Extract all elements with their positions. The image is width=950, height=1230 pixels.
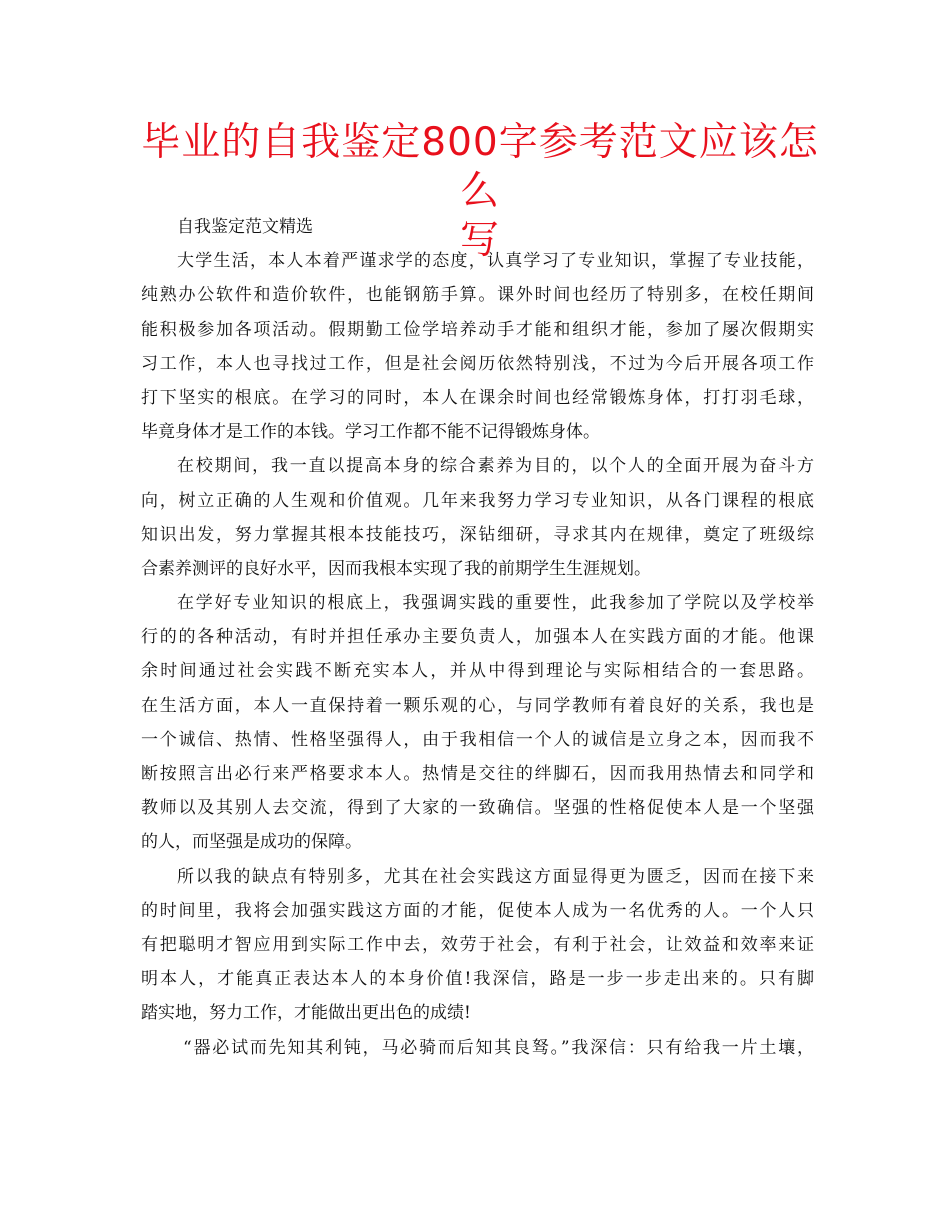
paragraph-line: 踏实地，努力工作，才能做出更出色的成绩!	[141, 1003, 471, 1024]
paragraph-line: 行的的各种活动，有时并担任承办主要负责人，加强本人在实践方面的才能。他课	[141, 627, 814, 648]
paragraph	[141, 1031, 814, 1065]
document-body	[141, 210, 814, 1065]
paragraph	[141, 449, 814, 586]
paragraph	[141, 244, 814, 449]
paragraph-line: 所以我的缺点有特别多，尤其在社会实践这方面显得更为匮乏，因而在接下来	[177, 866, 814, 887]
paragraph-line: 一个诚信、热情、性格坚强得人，由于我相信一个人的诚信是立身之本，因而我不	[141, 729, 814, 750]
paragraph-line: 大学生活，本人本着严谨求学的态度，认真学习了专业知识，掌握了专业技能，	[177, 251, 814, 272]
paragraph-line: 向，树立正确的人生观和价值观。几年来我努力学习专业知识，从各门课程的根底	[141, 490, 814, 511]
paragraph-line: 毕竟身体才是工作的本钱。学习工作都不能不记得锻炼身体。	[141, 422, 600, 443]
paragraph-line: 在生活方面，本人一直保持着一颗乐观的心，与同学教师有着良好的关系，我也是	[141, 695, 814, 716]
paragraph	[141, 586, 814, 860]
paragraph-line: 断按照言出必行来严格要求本人。热情是交往的绊脚石，因而我用热情去和同学和	[141, 764, 814, 784]
paragraph-line: 的时间里，我将会加强实践这方面的才能，促使本人成为一名优秀的人。一个人只	[141, 900, 814, 921]
paragraph-line: 在学好专业知识的根底上，我强调实践的重要性，此我参加了学院以及学校举	[177, 593, 814, 614]
paragraph-line: 余时间通过社会实践不断充实本人，并从中得到理论与实际相结合的一套思路。	[141, 661, 814, 682]
paragraph-line: 打下坚实的根底。在学习的同时，本人在课余时间也经常锻炼身体，打打羽毛球，	[141, 387, 814, 408]
paragraph	[141, 860, 814, 1031]
paragraph-line: 明本人，才能真正表达本人的本身价值!我深信，路是一步一步走出来的。只有脚	[141, 969, 814, 990]
title-line: 写	[459, 218, 500, 263]
paragraph-line: 教师以及其别人去交流，得到了大家的一致确信。坚强的性格促使本人是一个坚强	[141, 798, 814, 819]
paragraph-line: 合素养测评的良好水平，因而我根本实现了我的前期学生生涯规划。	[141, 558, 651, 579]
document-subtitle: 自我鉴定范文精选	[177, 217, 313, 237]
paragraph-line: 能积极参加各项活动。假期勤工俭学培养动手才能和组织才能，参加了屡次假期实	[141, 319, 814, 340]
paragraph-line: 在校期间，我一直以提高本身的综合素养为目的，以个人的全面开展为奋斗方	[177, 456, 814, 477]
paragraph-line: 知识出发，努力掌握其根本技能技巧，深钻细研，寻求其内在规律，奠定了班级综	[141, 524, 814, 545]
paragraph-line: 有把聪明才智应用到实际工作中去，效劳于社会，有利于社会，让效益和效率来证	[141, 934, 814, 955]
paragraph-line: “器必试而先知其利钝，马必骑而后知其良驽。”我深信：只有给我一片土壤，	[183, 1037, 814, 1058]
paragraph-line: 习工作，本人也寻找过工作，但是社会阅历依然特别浅，不过为今后开展各项工作	[141, 353, 814, 374]
paragraph-line: 的人，而坚强是成功的保障。	[141, 832, 362, 853]
paragraph-line: 纯熟办公软件和造价软件，也能钢筋手算。课外时间也经历了特别多，在校任期间	[141, 285, 814, 306]
title-line: 毕业的自我鉴定800字参考范文应该怎么	[141, 120, 819, 214]
